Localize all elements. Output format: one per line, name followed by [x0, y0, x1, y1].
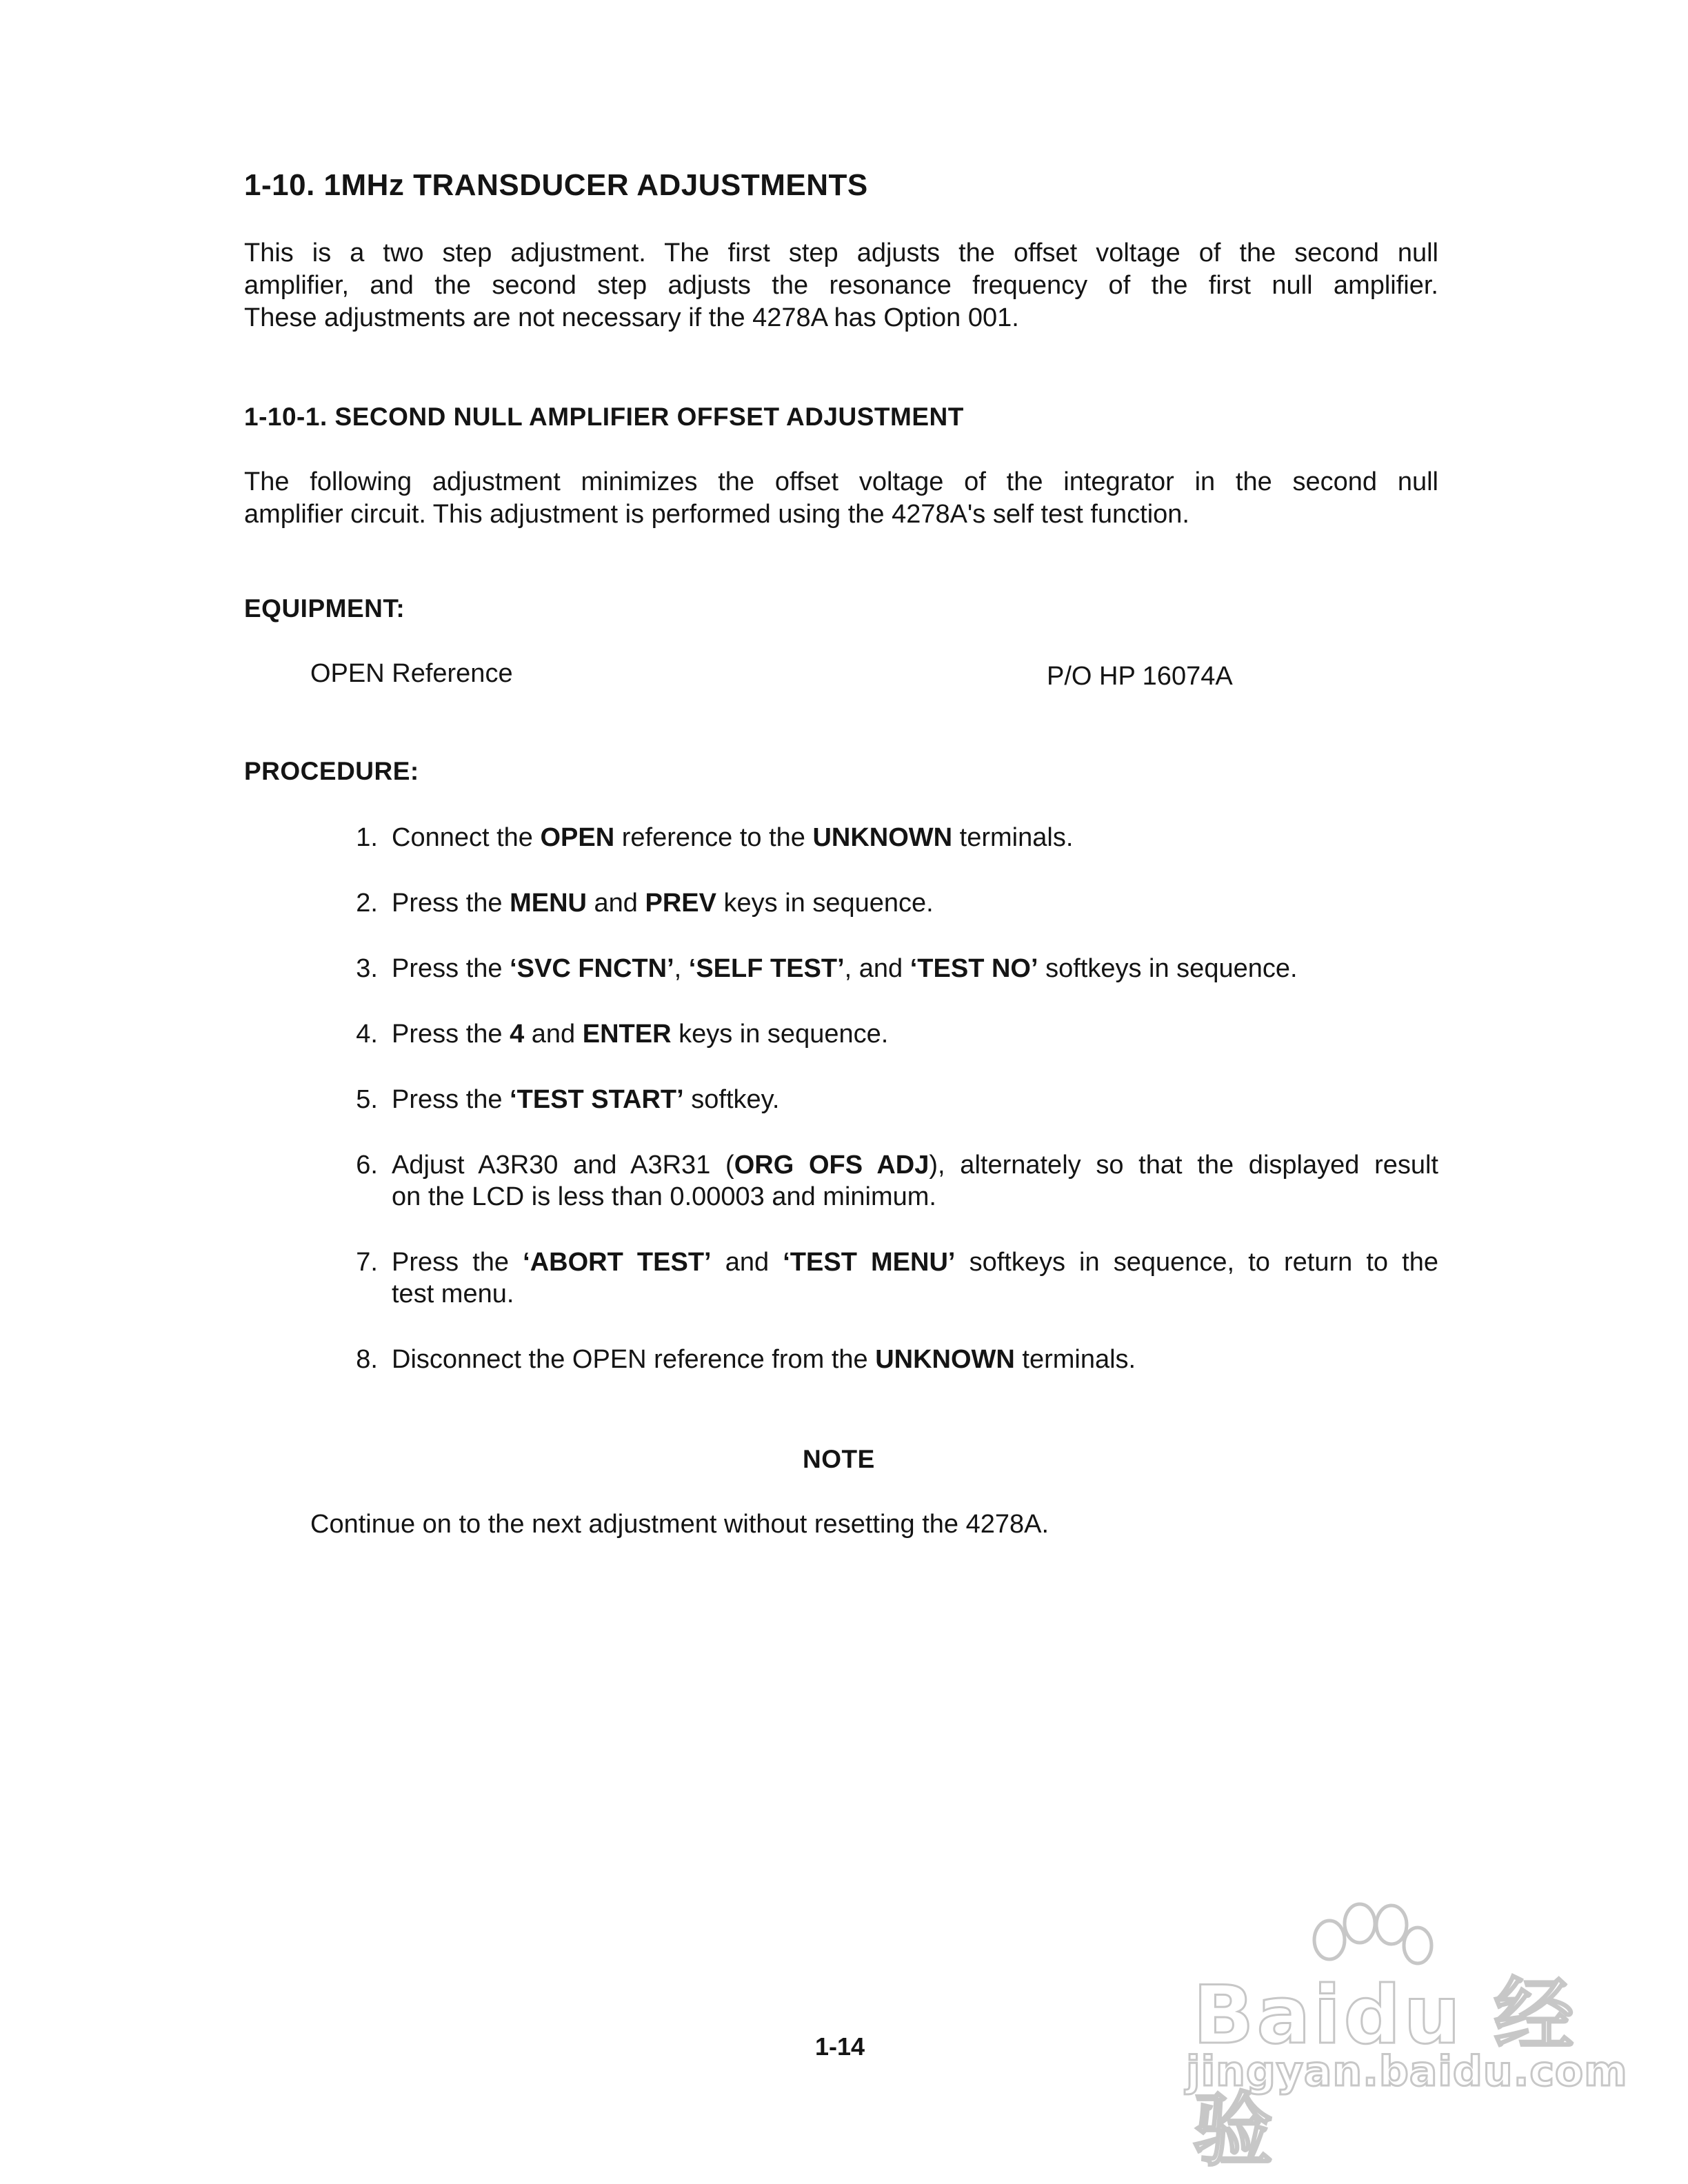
- procedure-step-7: [345, 1246, 1438, 1310]
- step-number: 3.: [356, 954, 378, 983]
- equipment-part-number: P/O HP 16074A: [1047, 662, 1233, 691]
- intro-paragraph: [244, 237, 1438, 334]
- bold-term: UNKNOWN: [812, 823, 953, 852]
- bold-term: ORG OFS ADJ: [734, 1151, 930, 1180]
- description-line: amplifier circuit. This adjustment is performed using the 4278A's self test function.: [244, 500, 1189, 529]
- step-number: 7.: [356, 1248, 378, 1277]
- procedure-step-1: [345, 822, 1438, 853]
- equipment-item: OPEN Reference: [310, 659, 513, 688]
- step-text: Press the 4 and ENTER keys in sequence.: [392, 1020, 889, 1049]
- note-text: Continue on to the next adjustment without resetting the 4278A.: [310, 1510, 1049, 1539]
- intro-line: amplifier, and the second step adjusts the resonance frequency of the first null amplifier.: [244, 271, 1438, 300]
- procedure-step-3: [345, 953, 1438, 984]
- bold-term: 4: [510, 1020, 525, 1049]
- bold-term: ‘SELF TEST’: [688, 954, 845, 983]
- bold-term: ENTER: [582, 1020, 672, 1049]
- bold-term: ‘ABORT TEST’: [523, 1248, 712, 1277]
- section-title: 1-10. 1MHz TRANSDUCER ADJUSTMENTS: [244, 168, 868, 202]
- procedure-step-6: [345, 1149, 1438, 1213]
- step-text: Press the ‘TEST START’ softkey.: [392, 1085, 780, 1114]
- bold-term: MENU: [510, 889, 587, 918]
- procedure-step-5: [345, 1084, 1438, 1115]
- step-number: 1.: [356, 823, 378, 852]
- step-text: Adjust A3R30 and A3R31 (ORG OFS ADJ), alternately so that the displayed result on the LCD is less than 0.00003 and minimum.: [392, 1151, 1438, 1211]
- subsection-description: [244, 466, 1438, 531]
- procedure-steps: [345, 822, 1438, 1409]
- step-text: Disconnect the OPEN reference from the UNKNOWN terminals.: [392, 1345, 1136, 1374]
- intro-line: These adjustments are not necessary if the 4278A has Option 001.: [244, 303, 1019, 332]
- bold-term: UNKNOWN: [875, 1345, 1015, 1374]
- bold-term: ‘TEST START’: [510, 1085, 684, 1114]
- note-title: NOTE: [803, 1445, 875, 1473]
- step-text: Press the ‘SVC FNCTN’, ‘SELF TEST’, and ‘TEST NO’ softkeys in sequence.: [392, 954, 1298, 983]
- equipment-label: EQUIPMENT:: [244, 594, 405, 623]
- watermark-url: jingyan.baidu.com: [1186, 2048, 1628, 2096]
- step-number: 8.: [356, 1345, 378, 1374]
- description-line: The following adjustment minimizes the offset voltage of the integrator in the second null: [244, 467, 1438, 496]
- watermark-brand: Baidu 经验: [1193, 1969, 1577, 2177]
- procedure-step-8: [345, 1344, 1438, 1375]
- step-text: Press the MENU and PREV keys in sequence.: [392, 889, 934, 918]
- step-number: 5.: [356, 1085, 378, 1114]
- baidu-watermark-logo: [1179, 1896, 1628, 2177]
- step-number: 4.: [356, 1020, 378, 1049]
- procedure-label: PROCEDURE:: [244, 757, 419, 785]
- step-number: 2.: [356, 889, 378, 918]
- step-text: Press the ‘ABORT TEST’ and ‘TEST MENU’ softkeys in sequence, to return to the test menu.: [392, 1248, 1438, 1308]
- procedure-step-2: [345, 887, 1438, 919]
- bold-term: ‘TEST NO’: [910, 954, 1038, 983]
- subsection-title: 1-10-1. SECOND NULL AMPLIFIER OFFSET ADJUSTMENT: [244, 403, 964, 431]
- bold-term: OPEN: [540, 823, 615, 852]
- bold-term: PREV: [645, 889, 716, 918]
- intro-line: This is a two step adjustment. The first step adjusts the offset voltage of the second null: [244, 239, 1438, 267]
- step-number: 6.: [356, 1151, 378, 1180]
- bold-term: ‘SVC FNCTN’: [510, 954, 674, 983]
- bold-term: ‘TEST MENU’: [783, 1248, 956, 1277]
- page-number: 1-14: [815, 2032, 865, 2061]
- procedure-step-4: [345, 1018, 1438, 1050]
- step-text: Connect the OPEN reference to the UNKNOWN terminals.: [392, 823, 1074, 852]
